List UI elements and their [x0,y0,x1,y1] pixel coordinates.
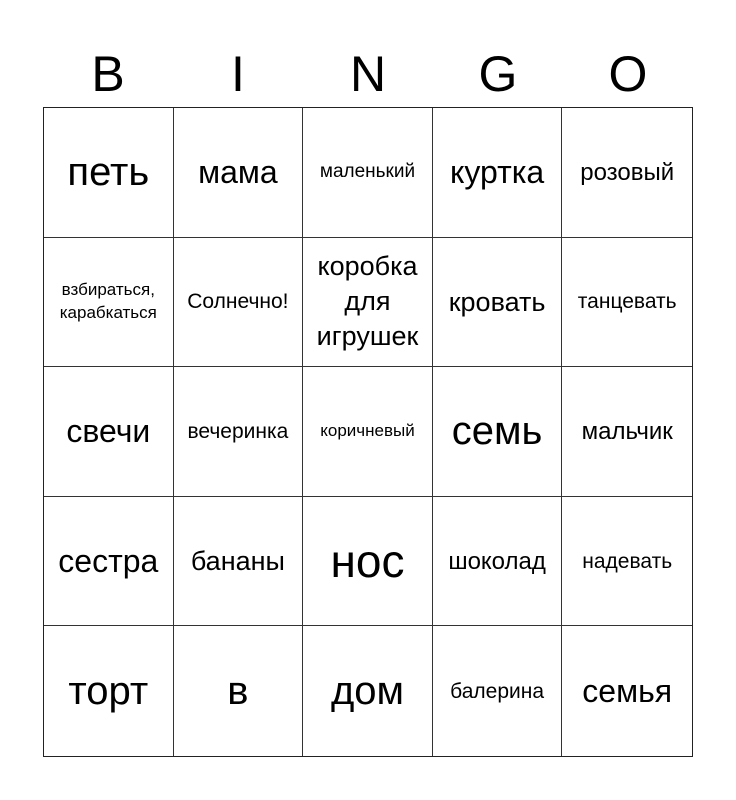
bingo-cell[interactable]: розовый [562,108,692,238]
bingo-cell-text: взбираться, карабкаться [59,279,157,322]
bingo-cell[interactable]: свечи [44,367,174,497]
bingo-cell[interactable]: шоколад [433,497,563,627]
bingo-cell[interactable]: нос [303,497,433,627]
bingo-cell[interactable] [303,238,433,368]
bingo-cell[interactable]: семья [582,673,673,709]
header-letter-n: N [349,46,387,102]
bingo-cell[interactable]: балерина [433,626,563,756]
header-letter-g: G [478,46,518,102]
bingo-cell[interactable]: вечеринка [174,367,304,497]
bingo-cell[interactable]: надевать [562,497,692,627]
bingo-cell[interactable]: куртка [433,108,563,238]
bingo-cell[interactable]: в [174,626,304,756]
bingo-cell-text: коробка для игрушек [316,251,419,352]
bingo-cell[interactable]: Солнечно! [174,238,304,368]
bingo-cell[interactable]: дом [303,626,433,756]
bingo-header [43,40,693,108]
header-letter-o: O [608,46,648,102]
header-letter-i: I [231,46,245,102]
bingo-cell[interactable]: торт [44,626,174,756]
bingo-cell[interactable]: коричневый [303,367,433,497]
bingo-cell[interactable]: бананы [174,497,304,627]
bingo-board [43,107,693,757]
bingo-cell[interactable]: мама [174,108,304,238]
bingo-cell[interactable]: сестра [44,497,174,627]
bingo-cell[interactable]: кровать [433,238,563,368]
bingo-cell[interactable]: танцевать [562,238,692,368]
bingo-cell[interactable]: петь [44,108,174,238]
bingo-cell[interactable]: семь [433,367,563,497]
bingo-cell[interactable] [44,238,174,368]
bingo-cell[interactable]: маленький [303,108,433,238]
header-letter-b: B [91,46,125,102]
bingo-cell[interactable]: мальчик [562,367,692,497]
